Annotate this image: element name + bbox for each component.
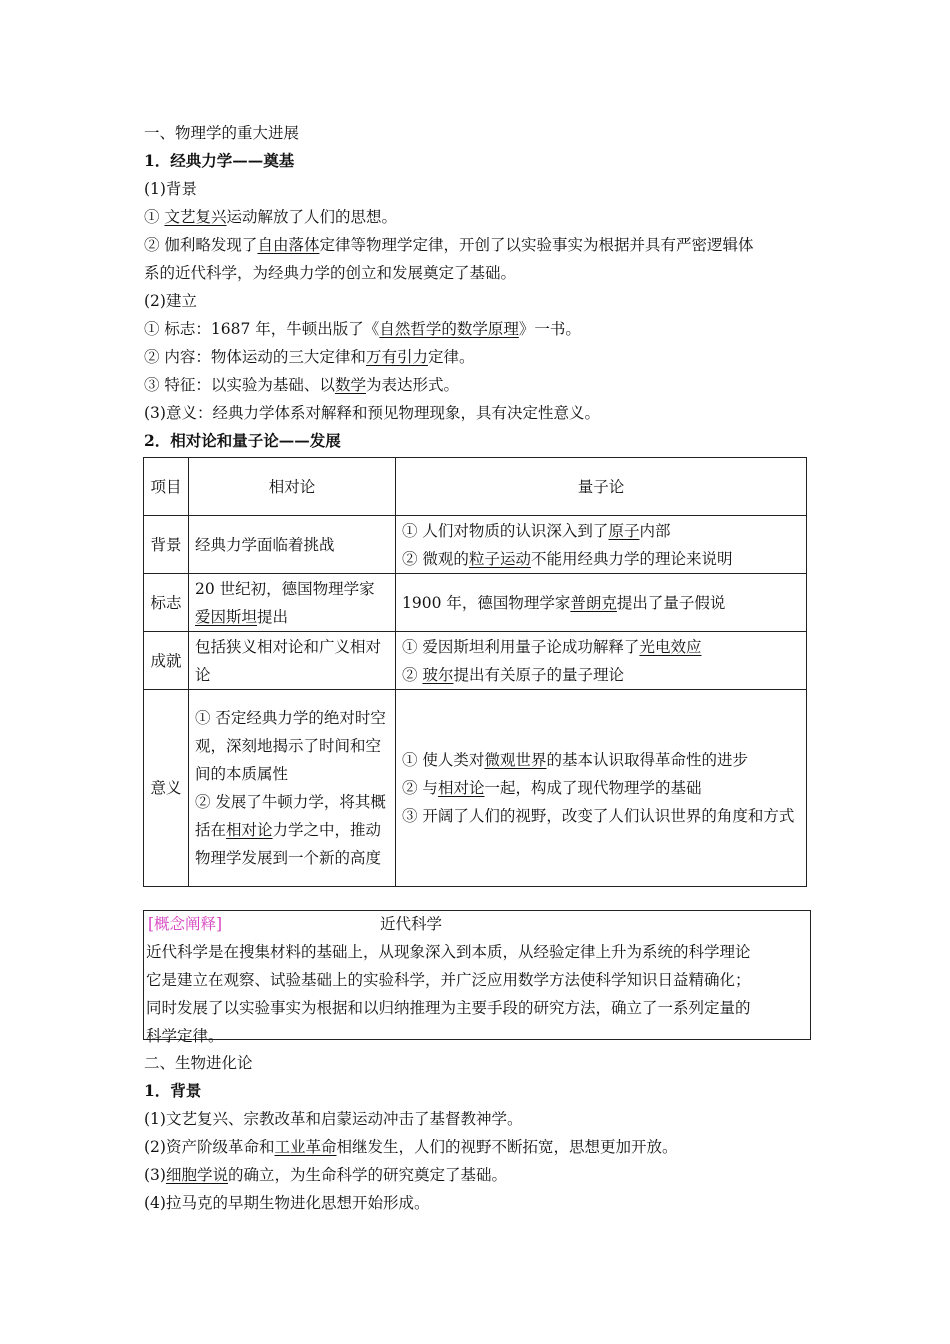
comparison-table (143, 457, 807, 887)
fill-answer: 自然哲学的数学原理 (379, 320, 519, 338)
concept-text: 同时发展了以实验事实为根据和以归纳推理为主要手段的研究方法，确立了一系列定量的 (146, 999, 751, 1017)
fill-answer: 相对论 (226, 821, 273, 839)
paragraph: (3)细胞学说的确立，为生命科学的研究奠定了基础。 (144, 1166, 507, 1184)
paragraph: (2)建立 (144, 292, 197, 310)
table-header-cell: 相对论 (189, 458, 396, 516)
fill-answer: 细胞学说 (165, 1166, 228, 1184)
table-cell: ① 使人类对微观世界的基本认识取得革命性的进步 ② 与相对论一起，构成了现代物理学的基础 ③ 开阔了人们的视野，改变了人们认识世界的角度和方式 (396, 690, 807, 887)
paragraph: ② 伽利略发现了自由落体定律等物理学定律，开创了以实验事实为根据并具有严密逻辑体 (144, 236, 754, 254)
paragraph: ① 标志：1687 年，牛顿出版了《自然哲学的数学原理》一书。 (144, 320, 581, 338)
row-label: 背景 (144, 516, 189, 574)
table-cell: 包括狭义相对论和广义相对论 (189, 632, 396, 690)
fill-answer: 光电效应 (639, 637, 702, 656)
fill-answer: 自由落体 (257, 236, 320, 254)
table-row (144, 632, 807, 690)
table-cell: 1900 年，德国物理学家普朗克提出了量子假说 (396, 574, 807, 632)
fill-answer: 文艺复兴 (164, 208, 227, 226)
paragraph: (3)意义：经典力学体系对解释和预见物理现象，具有决定性意义。 (144, 404, 600, 422)
table-row (144, 458, 807, 516)
fill-answer: 粒子运动 (468, 549, 531, 568)
subheading: 1．背景 (144, 1081, 202, 1100)
table-cell: 经典力学面临着挑战 (189, 516, 396, 574)
subheading: 2．相对论和量子论——发展 (144, 431, 341, 450)
concept-title: 近代科学 (380, 915, 443, 933)
table-row (144, 574, 807, 632)
table-row (144, 516, 807, 574)
paragraph: ① 文艺复兴运动解放了人们的思想。 (144, 208, 397, 226)
table-header-cell: 项目 (144, 458, 189, 516)
row-label: 意义 (144, 690, 189, 887)
table-header-cell: 量子论 (396, 458, 807, 516)
fill-answer: 爱因斯坦 (195, 607, 258, 626)
paragraph: (1)文艺复兴、宗教改革和启蒙运动冲击了基督教神学。 (144, 1110, 523, 1128)
section-heading: 二、生物进化论 (144, 1054, 253, 1072)
fill-answer: 微观世界 (484, 751, 547, 769)
paragraph: (1)背景 (144, 180, 197, 198)
concept-text: 它是建立在观察、试验基础上的实验科学，并广泛应用数学方法使科学知识日益精确化； (146, 971, 751, 989)
fill-answer: 原子 (608, 521, 640, 540)
fill-answer: 数学 (334, 376, 366, 394)
table-cell: ① 爱因斯坦利用量子论成功解释了光电效应 ② 玻尔提出有关原子的量子理论 (396, 632, 807, 690)
table-cell: ① 否定经典力学的绝对时空观，深刻地揭示了时间和空间的本质属性 ② 发展了牛顿力学，将其概括在相对论力学之中，推动物理学发展到一个新的高度 (189, 690, 396, 887)
paragraph: ③ 特征：以实验为基础、以数学为表达形式。 (144, 376, 459, 394)
fill-answer: 玻尔 (422, 665, 454, 684)
concept-text: 科学定律。 (146, 1027, 224, 1045)
table-row (144, 690, 807, 887)
table-cell: 20 世纪初，德国物理学家爱因斯坦提出 (189, 574, 396, 632)
concept-box (143, 910, 811, 1045)
section-heading: 一、物理学的重大进展 (144, 124, 300, 142)
row-label: 成就 (144, 632, 189, 690)
subheading: 1．经典力学——奠基 (144, 151, 295, 170)
concept-text: 近代科学是在搜集材料的基础上，从现象深入到本质，从经验定律上升为系统的科学理论 (146, 943, 751, 961)
fill-answer: 工业革命 (274, 1138, 337, 1156)
fill-answer: 万有引力 (365, 348, 428, 366)
concept-tag: [概念阐释] (148, 915, 223, 933)
paragraph: (4)拉马克的早期生物进化思想开始形成。 (144, 1194, 430, 1212)
table-cell: ① 人们对物质的认识深入到了原子内部 ② 微观的粒子运动不能用经典力学的理论来说明 (396, 516, 807, 574)
fill-answer: 普朗克 (570, 593, 617, 612)
fill-answer: 相对论 (437, 779, 485, 797)
row-label: 标志 (144, 574, 189, 632)
paragraph: (2)资产阶级革命和工业革命相继发生，人们的视野不断拓宽，思想更加开放。 (144, 1138, 678, 1156)
paragraph: 系的近代科学，为经典力学的创立和发展奠定了基础。 (144, 264, 517, 282)
paragraph: ② 内容：物体运动的三大定律和万有引力定律。 (144, 348, 475, 366)
